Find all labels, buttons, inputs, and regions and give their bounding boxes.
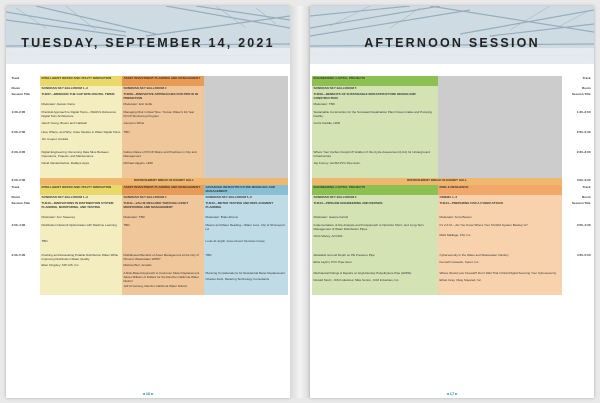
room-cell: SONORAN SKY BALLROOM 3: [312, 195, 438, 201]
session-title: TUE10—INNOVATIONS IN DISTRIBUTION SYSTEM PLANNING, MONITORING, AND TESTING: [40, 201, 122, 215]
presentation: [40, 130, 122, 150]
presentation-authors: Jeff Armstrong, Rancho California Water District: [123, 284, 188, 289]
presentation-authors: Louis Al-Joghir, Government Services Group: [205, 238, 265, 243]
presentation-title: Failure Rates of PCCP Mains and Practices in City and Management: [123, 150, 197, 158]
moderator: Moderator: Anna Bowen: [438, 215, 562, 223]
row-label-room: Room: [11, 195, 20, 199]
presentation: [122, 150, 204, 178]
presentation-title: Digital Engineering: Removing Data Silos Between Operations, Projects, and Maintenance: [41, 150, 109, 158]
presentation: [438, 253, 562, 271]
presentation-title: Meters and Meter Reading—Water Loss, City of Shreveport, LA: [205, 223, 286, 231]
presentation-title: How, Where, and Why: Case Studies in Water Digital Twins: [41, 130, 121, 134]
presentation: [312, 271, 438, 295]
presentation-title: TBD: [205, 253, 212, 257]
presentation-title: Mechanical Fittings & Repairs on High-Density Polyethylene Pipe (HDPE): [313, 271, 412, 275]
row-label-session: Session Title: [11, 92, 30, 96]
presentation-authors: Eliza Laykin, PVC Pipe Assn.: [313, 259, 353, 264]
session-title: TUE11—VALUE REALIZED THROUGH ASSET MONITORING AND MANAGEMENT: [122, 201, 204, 215]
room-cell: SONORAN SKY BALLROOM 5: [312, 86, 438, 92]
presentation-title: Flushing and Excavating Potable Distribution Water While Improving Distribution Water Quality: [41, 253, 119, 261]
room-cell: CINEMA 1–3: [438, 195, 562, 201]
presentation: [40, 253, 122, 271]
row-label-room: Room: [11, 86, 20, 90]
time-label: 2:30–3:00: [11, 150, 26, 154]
presentation-authors: TBD: [41, 238, 48, 243]
row-label-track: Track: [582, 76, 591, 80]
moderator: Moderator: Eric Goffe: [122, 102, 204, 110]
presentation: [312, 150, 438, 178]
presentation-title: Managing Risk in Real Time: Tucson Water's 10-Year PCCP Monitoring Program: [123, 110, 195, 118]
session-title: TUE09—BENEFITS OF SUSTAINABLE INFRASTRUCTURE DESIGN AND CONSTRUCTION: [312, 92, 438, 102]
time-label: 3:00–3:30: [576, 178, 591, 182]
presentation-title: Sustainable Construction for the Sunstead Desalination Plant Ocean Intake and Pumping Facility: [313, 110, 432, 118]
presentation-authors: Curtis Gaddie, HDR: [313, 120, 341, 125]
time-label: 1:30–2:00: [11, 110, 26, 114]
presentation-title: Distribution Network Optimization with Machine Learning: [41, 223, 117, 227]
row-label-track: Track: [582, 185, 591, 189]
track-cell: RISK & RESILIENCE: [438, 185, 562, 195]
presentation: [204, 253, 288, 271]
room-cell: SONORAN SKY BALLROOM 5–6: [204, 195, 288, 201]
presentation-authors: David Vandenberkus, RedEye Apps: [41, 160, 89, 165]
room-cell: SONORAN SKY BALLROOM 4: [122, 86, 204, 92]
presentation-authors: Ethan Gray, Okay Squared, Inc.: [439, 277, 482, 282]
left-banner: [6, 6, 290, 64]
track-cell: ASSET INVESTMENT PLANNING AND MANAGEMENT: [122, 185, 204, 195]
moderator: Moderator: Brian Ahrens: [204, 215, 288, 223]
room-cell: SONORAN SKY BALLROOM 1–3: [40, 86, 122, 92]
session-title: TUE12—METER TESTING AND REPLACEMENT PLANNING: [204, 201, 288, 215]
presentation: [122, 110, 204, 130]
row-label-room: Room: [582, 195, 591, 199]
presentation: [438, 223, 562, 253]
presentation-title: TBD: [123, 223, 130, 227]
break-banner: REFRESHMENT BREAK IN EXHIBIT HALL: [312, 178, 562, 185]
presentation-authors: Michael Higgins, HDR: [123, 160, 153, 165]
presentation-authors: Ellen Kingsley, SID GIS, Inc.: [41, 262, 80, 267]
page-title: TUESDAY, SEPTEMBER 14, 2021: [21, 36, 275, 50]
presentation-title: Planning Considerations for Residential Meter Replacement: [205, 271, 286, 275]
page-number: ◂ 16 ▸: [142, 391, 154, 396]
track-cell: ENGINEERING CAPITAL PROJECTS: [312, 185, 438, 195]
presentation-title: Multifaceted Benefits of Asset Management at the City of Phoenix Wastewater WRTP: [123, 253, 199, 261]
time-label: 2:00–2:30: [576, 130, 591, 134]
presentation-authors: Cameron White: [123, 120, 145, 125]
presentation-authors: Chris Macey, ACCWA: [313, 233, 343, 238]
session-title: TUE08—INNOVATIVE APPROACHES FOR PIPE W IN PREDICTION: [122, 92, 204, 102]
presentation-authors: Jacob Young, Brown and Caldwell: [41, 120, 87, 125]
presentation-title: Where Would your Firewall? Don't Wait That Critical Digital Securing Your Cybersecurity: [439, 271, 557, 275]
right-schedule-table: [312, 76, 592, 295]
right-banner: [310, 6, 594, 64]
presentation: [40, 150, 122, 178]
book-spine: [290, 6, 310, 398]
moderator: Moderator: Alessio Vieira: [40, 102, 122, 110]
presentation-title: TBD: [123, 130, 130, 134]
session-title: TUE14—PREPARING FOR A CYBER ATTACK: [438, 201, 562, 215]
track-cell: ENGINEERING CAPITAL PROJECTS: [312, 76, 438, 86]
presentation-authors: Charles Zuck, Metering Technology Consultants: [205, 276, 270, 281]
presentation-authors: Kenneth Gosselin, Kpnet, Inc.: [439, 259, 480, 264]
presentation: [40, 223, 122, 253]
moderator: Moderator: TBD: [312, 102, 438, 110]
session-title: TUE13—PIPELINE ENGINEERING AND REPAIRS: [312, 201, 438, 215]
room-cell: SONORAN SKY BALLROOM 4: [122, 195, 204, 201]
track-cell: ADVANCED INFRASTRUCTURE MODELING AND MANAGEMENT: [204, 185, 288, 195]
row-label-room: Room: [582, 86, 591, 90]
page-number: ◂ 17 ▸: [446, 391, 458, 396]
track-cell: INTELLIGENT WATER AND UTILITY INNOVATION: [40, 76, 122, 86]
presentation-authors: Mark Maillage, KSI, Inc.: [439, 232, 472, 237]
presentation-title: Where Your Carbon Footprint? Hidden C! Re-Cycle Assessment (LCA) for Underground Infrastructure: [313, 150, 430, 158]
moderator: Moderator: Jeanne Farrell: [312, 215, 438, 223]
presentation-title: Cybersecurity in the Water and Wastewater Industry: [439, 253, 509, 257]
time-label: 2:30–3:00: [576, 150, 591, 154]
moderator: Moderator: TBD: [122, 215, 204, 223]
presentation-title: Implementation of Hip Analysis and Fit Approach to Optimize Short- and Long-Term Management of Water Distribution Pipes: [313, 223, 425, 231]
presentation: [312, 110, 438, 130]
presentation: [204, 271, 288, 295]
presentation: [312, 223, 438, 253]
time-label: 4:30–5:00: [576, 253, 591, 257]
presentation: [122, 253, 204, 271]
presentation: [40, 110, 122, 130]
left-schedule-table: [10, 76, 288, 295]
presentation-authors: Jay Forney, Verifiid PVC Pipe Assn.: [313, 160, 361, 165]
presentation: [122, 271, 204, 295]
water-plant-image: [310, 6, 594, 64]
time-label: 4:30–5:00: [11, 253, 26, 257]
track-cell: ASSET INVESTMENT PLANNING AND MANAGEMENT: [122, 76, 204, 86]
water-plant-image: [6, 6, 290, 64]
time-label: 4:00–4:30: [576, 223, 591, 227]
row-label-session: Session Title: [11, 201, 30, 205]
presentation-authors: Jim Cooper, Arcadis: [41, 136, 69, 141]
presentation-authors: Melissa Burr, Arcadis: [123, 262, 152, 267]
moderator: Moderator: Ann Sweeney: [40, 215, 122, 223]
presentation-title: Practical Approach to Digital Twins—SWAN's Reference Digital Twin Architecture: [41, 110, 117, 118]
presentation-authors: Ronald Stortz, JCM Industries; Mike Surton, JCM Industries, Inc.: [313, 277, 400, 282]
track-cell: INTELLIGENT WATER AND UTILITY INNOVATION: [40, 185, 122, 195]
presentation: [122, 223, 204, 253]
presentation-title: A Risk-Based Approach to Customer Meter Replacement Saves Millions of Dollars for the Rancho California Water District: [123, 271, 200, 283]
room-cell: SONORAN SKY BALLROOM 1–3: [40, 195, 122, 201]
row-label-session: Session Title: [572, 92, 591, 96]
left-page: [6, 6, 290, 398]
time-label: 3:00–3:30: [11, 178, 26, 182]
presentation-title: It's 2 A.M.—Do You Know Where Your SCADA System Backup Is?: [439, 223, 528, 227]
presentation: [204, 223, 288, 253]
session-title: TUE07—BRIDGING THE GAP WITH DIGITAL TWINS: [40, 92, 122, 102]
presentation: [122, 130, 204, 150]
presentation: [438, 271, 562, 295]
break-banner: REFRESHMENT BREAK IN EXHIBIT HALL: [40, 178, 288, 185]
row-label-track: Track: [11, 76, 20, 80]
presentation: [312, 253, 438, 271]
time-label: 4:00–4:30: [11, 223, 26, 227]
time-label: 2:00–2:30: [11, 130, 26, 134]
row-label-track: Track: [11, 185, 20, 189]
presentation-title: Allowable Ground Depth on PE Pressure Pipe: [313, 253, 375, 257]
right-page: [310, 6, 594, 398]
time-label: 1:30–2:00: [576, 110, 591, 114]
row-label-session: Session Title: [572, 201, 591, 205]
page-title: AFTERNOON SESSION: [364, 36, 540, 50]
